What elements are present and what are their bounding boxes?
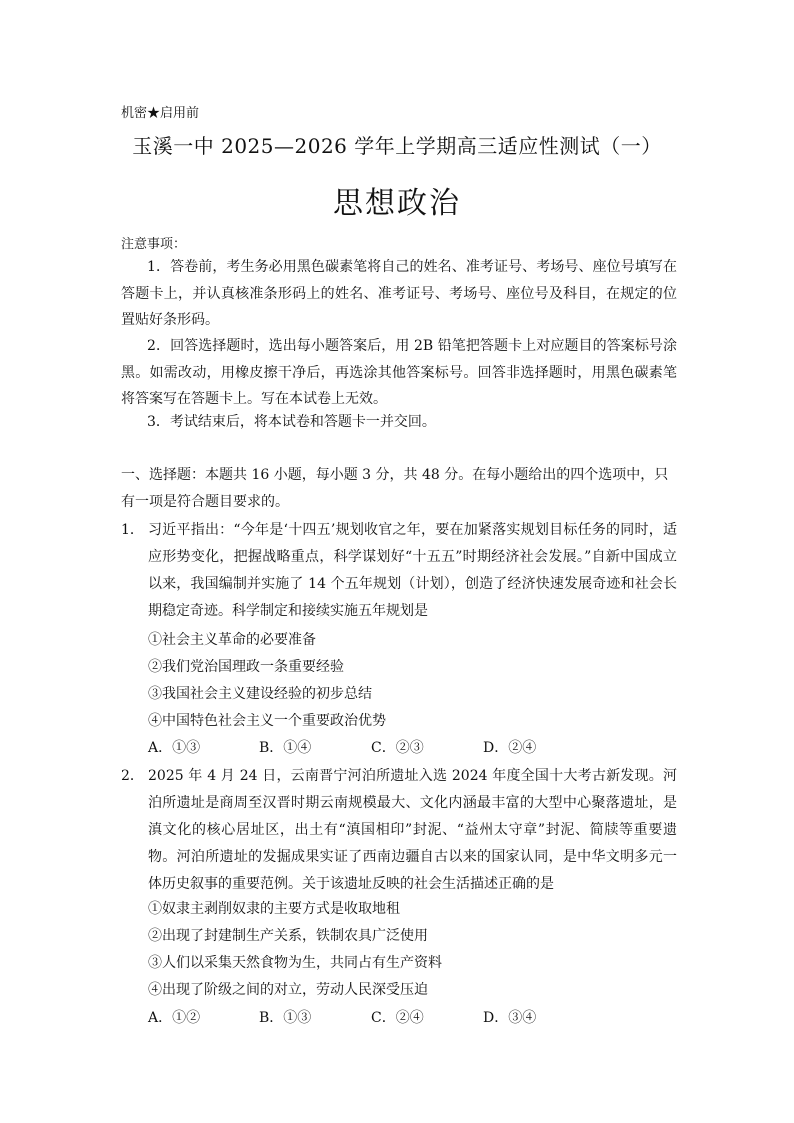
question-1-option-4: ④中国特色社会主义一个重要政治优势 (148, 713, 386, 729)
choice-b: B．①③ (259, 1010, 312, 1026)
question-number: 1． (121, 522, 144, 538)
question-2-option-4: ④出现了阶级之间的对立，劳动人民深受压迫 (148, 982, 428, 998)
choice-c: C．②④ (371, 1010, 424, 1026)
question-2-option-3: ③人们以采集天然食物为生，共同占有生产资料 (148, 955, 442, 971)
choice-d: D．②④ (483, 740, 537, 756)
choice-a: A．①② (148, 1010, 201, 1026)
note-item-2: 2．回答选择题时，选出每小题答案后，用 2B 铅笔把答题卡上对应题目的答案标号涂黑。如需改动，用橡皮擦干净后，再选涂其他答案标号。回答非选择题时，用黑色碳素笔将答案写在答题卡上。写在本试卷上无效。 (121, 338, 677, 407)
question-2-option-1: ①奴隶主剥削奴隶的主要方式是收取地租 (148, 901, 400, 917)
question-1-option-1: ①社会主义革命的必要准备 (148, 632, 316, 648)
question-number: 2． (121, 768, 144, 784)
note-item-3: 3．考试结束后，将本试卷和答题卡一并交回。 (147, 414, 436, 430)
question-1-option-2: ②我们党治国理政一条重要经验 (148, 659, 344, 675)
question-stem: 习近平指出：“今年是‘十四五’规划收官之年，要在加紧落实规划目标任务的同时，适应形势变化，把握战略重点，科学谋划好“十五五”时期经济社会发展。”自新中国成立以来，我国编制并实施了 14 个五年规划（计划），创造了经济快速发展奇迹和社会长期稳定奇迹。科学制定和接续实施五年规划是 (148, 522, 677, 619)
question-1-option-3: ③我国社会主义建设经验的初步总结 (148, 686, 372, 702)
choice-d: D．③④ (483, 1010, 537, 1026)
exam-title: 玉溪一中 2025—2026 学年上学期高三适应性测试（一） (132, 134, 662, 158)
choice-a: A．①③ (148, 740, 201, 756)
subject-title: 思想政治 (333, 186, 461, 221)
question-2-option-2: ②出现了封建制生产关系，铁制农具广泛使用 (148, 928, 428, 944)
choice-b: B．①④ (259, 740, 312, 756)
question-stem: 2025 年 4 月 24 日，云南晋宁河泊所遗址入选 2024 年度全国十大考古新发现。河泊所遗址是商周至汉晋时期云南规模最大、文化内涵最丰富的大型中心聚落遗址，是滇文化的核心居址区，出土有“滇国相印”封泥、“益州太守章”封泥、简牍等重要遗物。河泊所遗址的发掘成果实证了西南边疆自古以来的国家认同，是中华文明多元一体历史叙事的重要范例。关于该遗址反映的社会生活描述正确的是 (148, 768, 677, 892)
note-item-1: 1．答卷前，考生务必用黑色碳素笔将自己的姓名、准考证号、考场号、座位号填写在答题卡上，并认真核准条形码上的姓名、准考证号、考场号、座位号及科目，在规定的位置贴好条形码。 (121, 259, 677, 328)
confidential-label: 机密★启用前 (121, 106, 200, 121)
question-1 (121, 517, 677, 625)
section-heading: 一、选择题：本题共 16 小题，每小题 3 分，共 48 分。在每小题给出的四个选项中，只有一项是符合题目要求的。 (121, 467, 669, 510)
notes-heading: 注意事项： (121, 237, 187, 252)
choice-c: C．②③ (371, 740, 424, 756)
question-2 (121, 763, 677, 898)
